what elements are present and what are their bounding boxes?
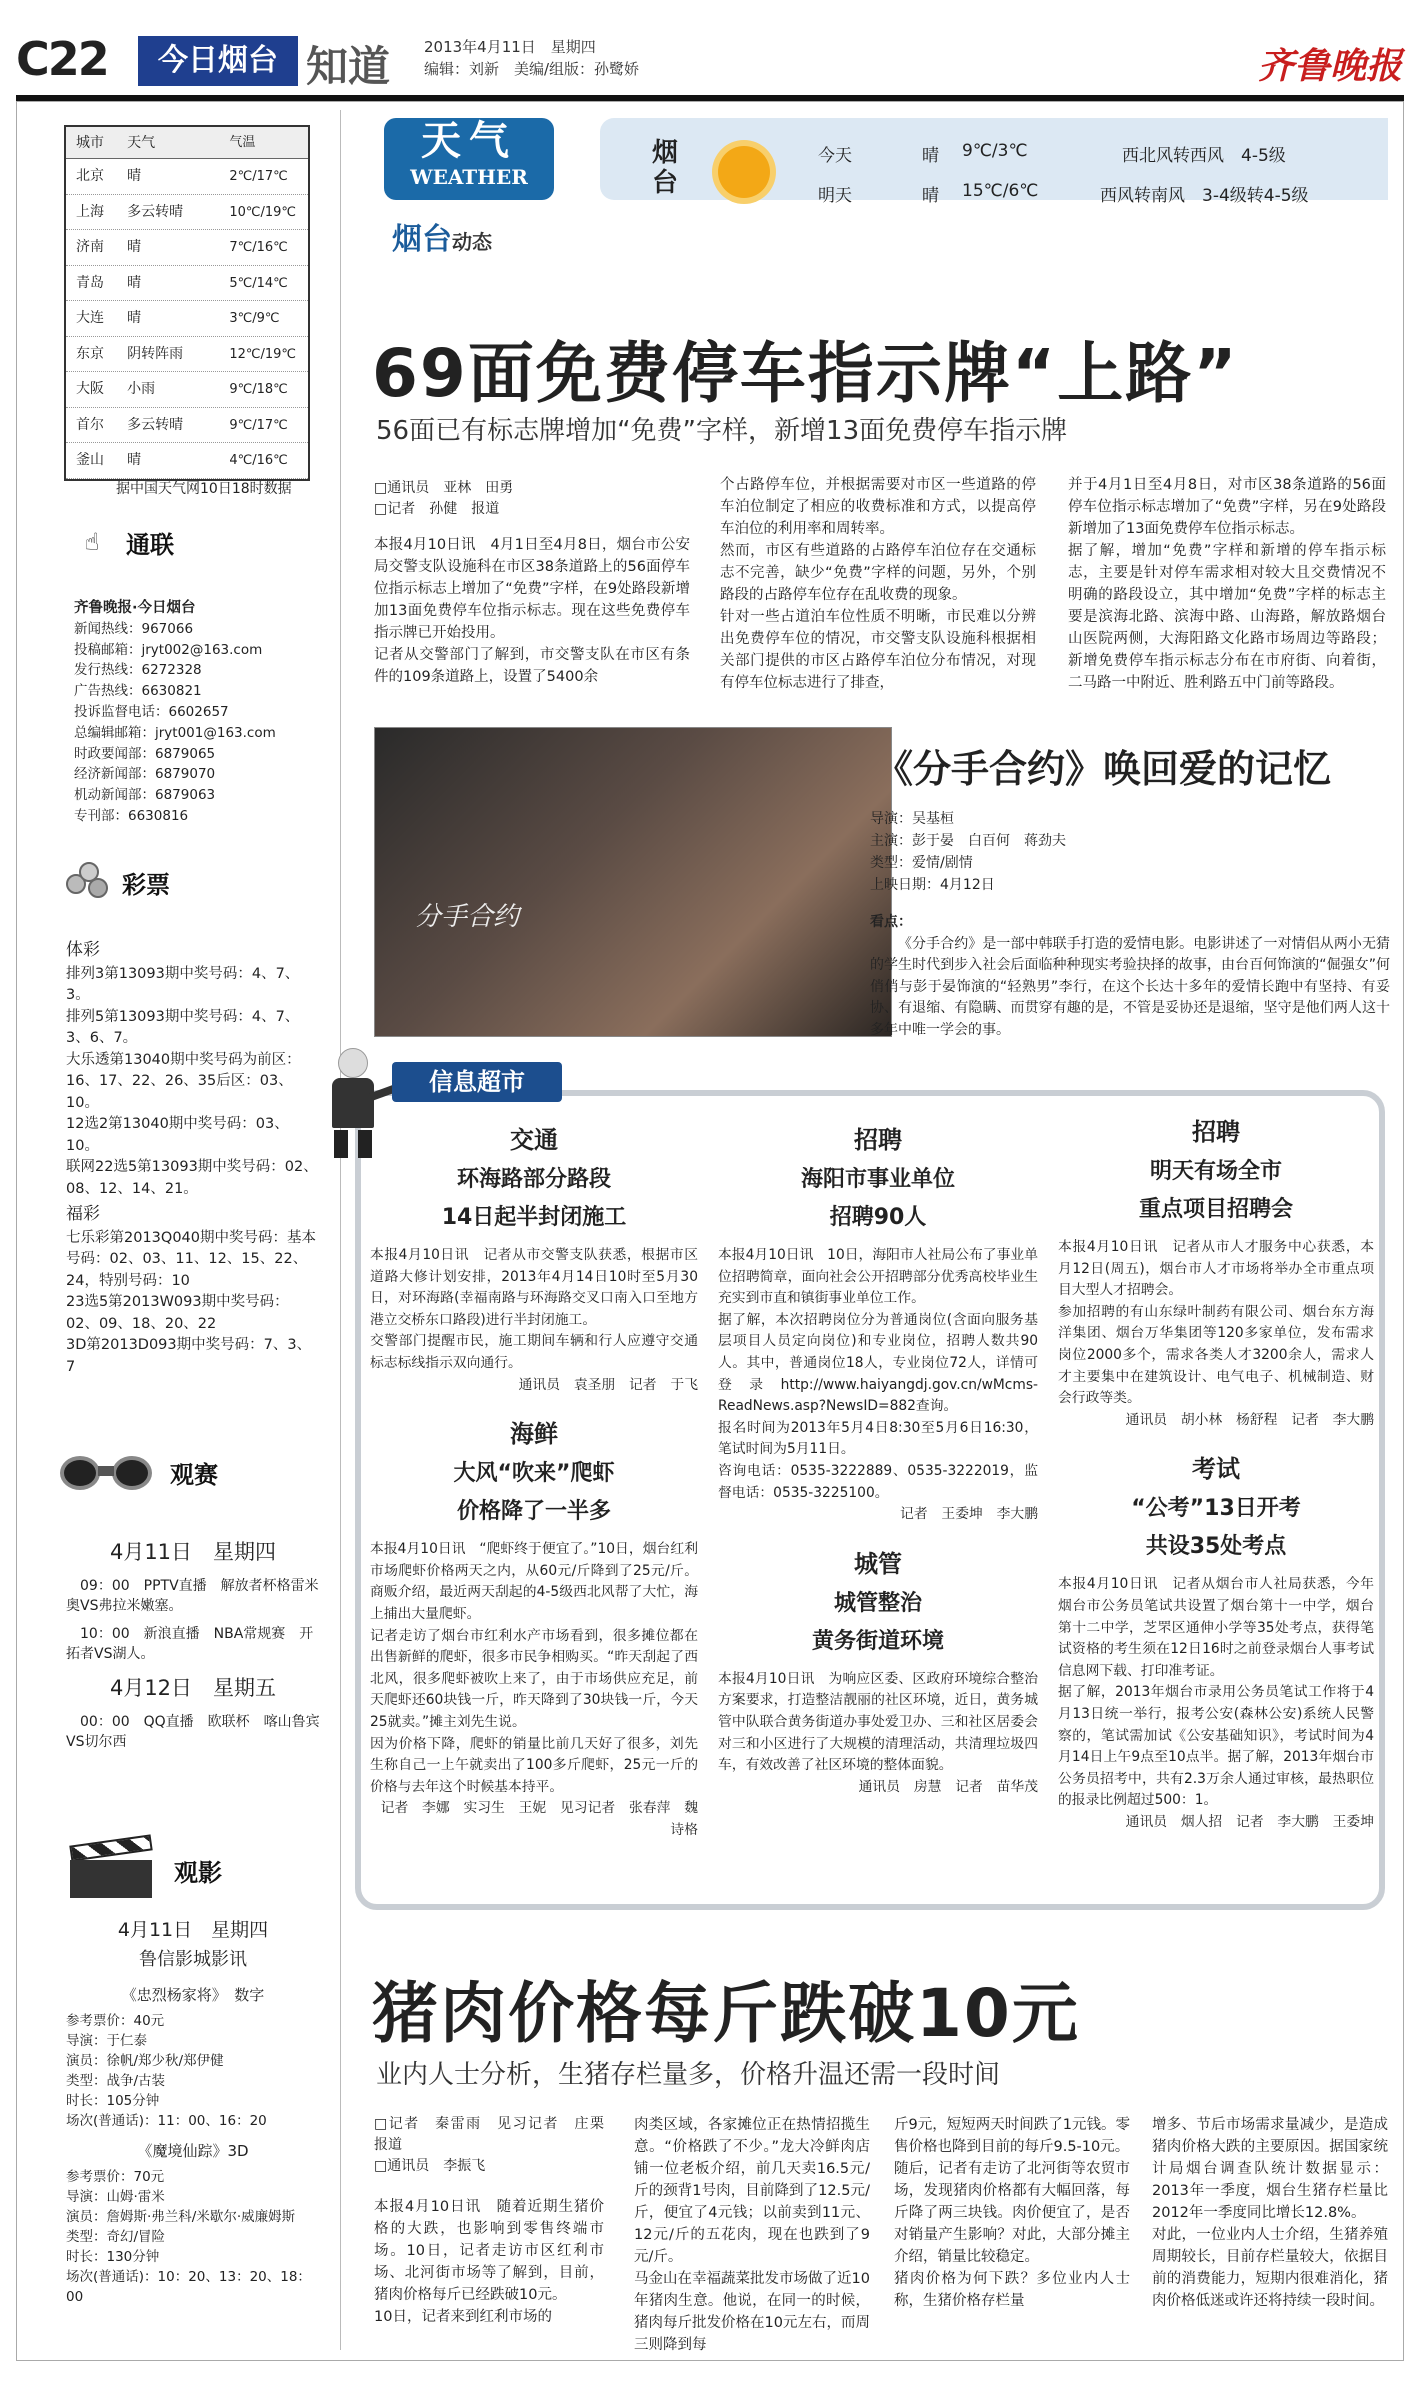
today-temp: 9℃/3℃ — [962, 141, 1028, 161]
market-category: 招聘 — [854, 1126, 902, 1154]
film-still-image — [374, 727, 892, 1037]
lottery-heading — [66, 862, 170, 902]
column-title: 知道 — [306, 42, 391, 91]
market-item-title: 城管整治 — [833, 1590, 922, 1616]
market-category: 招聘 — [1192, 1118, 1240, 1146]
contact-line: 投诉监督电话：6602657 — [74, 703, 229, 720]
lottery-group-name: 福彩 — [66, 1204, 100, 1224]
info-market-tag: 信息超市 — [392, 1062, 562, 1102]
tomorrow-temp: 15℃/6℃ — [962, 181, 1039, 201]
movie-detail: 参考票价：40元 — [66, 2013, 165, 2029]
article-parking-col2: 个占路停车位，并根据需要对市区一些道路的停车泊位制定了相应的收费标准和方式，以提高停车泊位的利用率和周转率。 然而，市区有些道路的占路停车泊位存在交通标志不完善，缺少“免费”字样的问题，另外，个别路段的占路停车位存在乱收费的现象。 针对一些占道泊车位性质不明晰，市民难以分辨出免费停车位的情况，市交警支队设施科根据相关部门提供的市区占路停车泊位分布情况，对现有停车位标志进行了排查， — [720, 477, 1036, 691]
city-cell: 大连 — [76, 310, 104, 326]
film-meta-line: 上映日期：4月12日 — [870, 877, 995, 893]
lottery-item: 23选5第2013W093期中奖号码：02、09、18、20、22 — [66, 1294, 289, 1332]
movies-title: 观影 — [174, 1858, 222, 1887]
article-pork-col1: 本报4月10日讯 随着近期生猪价格的大跌，也影响到零售终端市场。10日，记者走访市区红利市场、北河街市场等了解到，目前，猪肉价格每斤已经跌破10元。 10日，记者来到红利市场的 — [374, 2199, 604, 2325]
market-category: 城管 — [854, 1549, 902, 1578]
market-item — [1058, 1112, 1374, 1431]
weather-logo — [384, 118, 554, 200]
lottery-group-name: 体彩 — [66, 940, 100, 960]
newspaper-logo: 齐鲁晚报 — [1258, 45, 1403, 87]
market-item-byline: 通讯员 袁圣朋 记者 于飞 — [518, 1376, 698, 1393]
table-row — [66, 159, 308, 195]
movie-detail: 时长：130分钟 — [66, 2249, 160, 2265]
market-item — [370, 1414, 698, 1841]
city-cell: 首尔 — [76, 416, 104, 433]
today-condition: 晴 — [922, 146, 939, 166]
market-item-title: 招聘90人 — [829, 1205, 927, 1230]
weather-cell: 多云转晴 — [127, 416, 184, 433]
market-item-title: 大风“吹来”爬虾 — [453, 1461, 615, 1487]
city-cell: 大阪 — [76, 381, 104, 397]
lottery-item: 联网22选5第13093期中奖号码：02、08、12、14、21。 — [66, 1159, 318, 1197]
market-category: 考试 — [1192, 1455, 1240, 1484]
poster-title: 分手合约 — [415, 902, 520, 932]
table-row — [66, 408, 308, 444]
lottery-item: 12选2第13040期中奖号码：03、10。 — [66, 1116, 289, 1154]
market-item-body: 本报4月10日讯 记者从市交警支队获悉，根据市区道路大修计划安排，2013年4月14日10时至5月30日，对环海路(幸福南路与环海路交叉口南入口至地方港立交桥东口路段)进行半封闭施工。 交警部门提醒市民，施工期间车辆和行人应遵守交通标志标线指示双向通行。 — [370, 1247, 698, 1371]
city-cell: 东京 — [76, 345, 104, 362]
staff-credits: 编辑：刘新 美编/组版：孙鹭娇 — [424, 60, 640, 78]
market-item-byline: 通讯员 胡小林 杨舒程 记者 李大鹏 — [1125, 1411, 1374, 1428]
city-cell: 北京 — [76, 168, 104, 184]
market-item-body: 本报4月10日讯 为响应区委、区政府环境综合整治方案要求，打造整洁靓丽的社区环境，近日，黄务城管中队联合黄务街道办事处爱卫办、三和社区居委会对三和小区进行了大规模的清理活动，共清理垃圾四车，有效改善了社区环境的整体面貌。 — [718, 1670, 1038, 1774]
article-parking-col3: 并于4月1日至4月8日，对市区38条道路的56面停车位指示标志增加了“免费”字样，另在9处路段新增加了13面免费停车位指示标志。 据了解，增加“免费”字样和新增的停车指示标志，主要是针对停车需求相对较大且交费情况不明确的路段设立，其中增加“免费”字样的标志主要是滨海北路、滨海中路、山海路，解放路烟台山医院两侧，大海阳路文化路市场周边等路段；新增免费停车指示标志分布在市府街、向着街，二马路一中附近、胜利路五中门前等路段。 — [1068, 477, 1386, 691]
market-column-2 — [718, 1120, 1038, 1816]
weather-cell: 小雨 — [127, 381, 156, 397]
review-body: 《分手合约》是一部中韩联手打造的爱情电影。电影讲述了一对情侣从两小无猜的学生时代到步入社会后面临种种现实考验抉择的故事，由台百何饰演的“倔强女”何俏俏与彭于晏饰演的“轻熟男”李行，在这个长达十多年的爱情长跑中有坚持、有妥协、有退缩、有隐瞒、而贯穿有趣的是，不管是妥协还是退缩，坚守是他们两人这十多年中唯一学会的事。 — [870, 935, 1390, 1038]
market-item — [370, 1120, 698, 1396]
lottery-balls-icon — [66, 862, 110, 902]
market-item-body: 本报4月10日讯 记者从烟台市人社局获悉，今年烟台市公务员笔试共设置了烟台第十一中学，烟台第十二中学，芝罘区通伸小学等35处考点，获得笔试资格的考生须在12日16时之前登录烟台人事考试信息网下载、打印准考证。 据了解，2013年烟台市录用公务员笔试工作将于4月13日统一举行，报考公安(森林公安)系统人民警察的，笔试需加试《公安基础知识》，考试时间为4月14日上午9点至10点半。据了解，2013年烟台市公务员招考中，共有2.3万余人通过审核，最热职位的报录比例超过500：1。 — [1058, 1576, 1374, 1809]
review-label: 看点： — [870, 914, 912, 930]
contact-line: 发行热线：6272328 — [74, 662, 202, 679]
tv-heading — [60, 1452, 218, 1492]
article-pork-col3: 斤9元，短短两天时间跌了1元钱。零售价格也降到目前的每斤9.5-10元。 随后，记者有走访了北河街等农贸市场，发现猪肉价格都有大幅回落，每斤降了两三块钱。肉价便宜了，是否对销量产生影响？对此，大部分摊主介绍，销量比较稳定。 猪肉价格为何下跌？多位业内人士称，生猪价格存栏量 — [894, 2117, 1130, 2309]
temp-cell: 9℃/18℃ — [229, 382, 288, 397]
market-item-title: 价格降了一半多 — [456, 1499, 611, 1525]
contact-line: 经济新闻部：6879070 — [74, 766, 216, 783]
article-pork-col4: 增多、节后市场需求量减少，是造成猪肉价格大跌的主要原因。据国家统计局烟台调查队统计数据显示：2013年一季度，烟台生猪存栏量比2012年一季度同比增长12.8%。 对此，一位业内人士介绍，生猪养殖周期较长，目前存栏量较大，依据目前的消费能力，短期内很难消化，猪肉价格低迷或许还将持续一段时间。 — [1152, 2117, 1388, 2309]
binoculars-icon — [60, 1452, 156, 1492]
movie-detail: 场次(普通话)：11：00、16：20 — [66, 2113, 267, 2129]
temp-cell: 2℃/17℃ — [229, 169, 288, 184]
tv-day: 4月11日 星期四 — [109, 1540, 277, 1564]
weather-cell: 晴 — [127, 168, 142, 184]
market-item-byline: 通讯员 房慧 记者 苗华茂 — [858, 1778, 1038, 1795]
temp-cell: 4℃/16℃ — [229, 453, 288, 468]
temp-cell: 9℃/17℃ — [229, 417, 288, 433]
movie-name: 《忠烈杨家将》 数字 — [121, 1986, 265, 2004]
tv-item: 09：00 PPTV直播 解放者杯格雷米奥VS弗拉米嫩塞。 — [66, 1578, 319, 1614]
weather-logo-cn: 天气 — [421, 117, 517, 164]
market-column-1 — [370, 1120, 698, 1859]
film-meta — [870, 808, 1066, 896]
market-item-byline: 记者 王委坤 李大鹏 — [900, 1506, 1038, 1523]
lottery-item: 排列3第13093期中奖号码：4、7、3。 — [66, 965, 300, 1003]
contacts-list — [74, 598, 276, 827]
table-row — [66, 443, 308, 479]
subhead-parking: 56面已有标志牌增加“免费”字样，新增13面免费停车指示牌 — [376, 416, 1068, 446]
table-body — [66, 159, 308, 479]
market-category: 交通 — [510, 1126, 558, 1154]
weather-logo-en: WEATHER — [410, 165, 528, 189]
tv-item: 10：00 新浪直播 NBA常规赛 开拓者VS湖人。 — [66, 1626, 314, 1662]
market-item-title: 黄务街道环境 — [811, 1628, 944, 1654]
contact-line: 专刊部：6630816 — [74, 807, 189, 824]
temp-cell: 7℃/16℃ — [229, 240, 288, 255]
contact-line: 广告热线：6630821 — [74, 683, 202, 700]
sun-icon — [718, 146, 770, 198]
contacts-paper-name: 齐鲁晚报·今日烟台 — [74, 600, 196, 616]
market-item-title: 14日起半封闭施工 — [441, 1205, 627, 1230]
headline-pork: 猪肉价格每斤跌破10元 — [372, 1975, 1080, 2052]
weather-cell: 晴 — [127, 239, 142, 255]
table-header — [66, 127, 308, 159]
local-city: 烟台 — [392, 222, 452, 257]
contact-line: 投稿邮箱：jryt002@163.com — [74, 641, 263, 658]
tomorrow-wind: 西风转南风 3-4级转4-5级 — [1100, 186, 1309, 206]
today-label: 今天 — [818, 146, 852, 166]
city-weather-table — [64, 125, 310, 481]
market-item-title: 环海路部分路段 — [456, 1167, 611, 1192]
market-item-title: 共设35处考点 — [1145, 1534, 1287, 1560]
weather-cell: 多云转晴 — [127, 203, 184, 220]
col-header-weather: 天气 — [127, 135, 156, 151]
forecast-city: 烟台 — [652, 138, 679, 198]
movie-detail: 场次(普通话)：10：20、13：20、18：00 — [66, 2269, 311, 2305]
col-header-city: 城市 — [76, 135, 104, 151]
tv-title: 观赛 — [170, 1460, 218, 1489]
col-header-temp: 气温 — [229, 135, 256, 150]
table-row — [66, 266, 308, 302]
movie-detail: 演员：徐帆/郑少秋/郑伊健 — [66, 2053, 224, 2069]
market-item-body: 本报4月10日讯 “爬虾终于便宜了。”10日，烟台红利市场爬虾价格两天之内，从60元/斤降到了25元/斤。商贩介绍，最近两天刮起的4-5级西北风帮了大忙，海上捕出大量爬虾。 记者走访了烟台市红利水产市场看到，很多摊位都在出售新鲜的爬虾，很多市民争相购买。“昨天刮起了西北风，很多爬虾被吹上来了，由于市场供应充足，前天爬虾还60块钱一斤，昨天降到了30块钱一斤，今天25就卖。”摊主刘先生说。 因为价格下降，爬虾的销量比前几天好了很多，刘先生称自己一上午就卖出了100多斤爬虾，25元一斤的价格与去年这个时候基本持平。 — [370, 1541, 698, 1795]
market-item-title: 明天有场全市 — [1149, 1159, 1282, 1184]
tv-schedule — [66, 1528, 320, 1760]
header-info — [424, 36, 639, 80]
lottery-title: 彩票 — [122, 870, 170, 899]
weather-cell: 晴 — [127, 310, 142, 326]
film-review — [870, 912, 1390, 1041]
contacts-title: 通联 — [126, 530, 174, 559]
temp-cell: 5℃/14℃ — [229, 275, 288, 291]
byline-parking: □通讯员 亚林 田勇 □记者 孙健 报道 — [374, 480, 514, 517]
local-label: 动态 — [452, 230, 492, 254]
tomorrow-condition: 晴 — [922, 186, 939, 206]
tv-day: 4月12日 星期五 — [109, 1676, 277, 1700]
film-title: 《分手合约》唤回爱的记忆 — [875, 747, 1332, 791]
contact-line: 机动新闻部：6879063 — [74, 787, 216, 804]
movie-detail: 类型：战争/古装 — [66, 2073, 166, 2089]
contact-line: 总编辑邮箱：jryt001@163.com — [74, 724, 276, 741]
temp-cell: 10℃/19℃ — [229, 204, 297, 220]
page-number: C22 — [16, 32, 108, 86]
market-item-byline: 通讯员 烟人招 记者 李大鹏 王委坤 — [1125, 1813, 1374, 1830]
lottery-results — [66, 936, 320, 1378]
contacts-heading — [70, 520, 174, 564]
table-row — [66, 230, 308, 266]
movie-detail: 类型：奇幻/冒险 — [66, 2229, 166, 2245]
market-item — [718, 1544, 1038, 1799]
city-cell: 济南 — [76, 239, 104, 255]
subhead-pork: 业内人士分析，生猪存栏量多，价格升温还需一段时间 — [376, 2060, 1001, 2090]
film-meta-line: 主演：彭于晏 白百何 蒋劲夫 — [870, 833, 1066, 849]
city-cell: 上海 — [76, 203, 104, 220]
market-column-3 — [1058, 1112, 1374, 1851]
lottery-item: 大乐透第13040期中奖号码为前区：16、17、22、26、35后区：03、10。 — [66, 1051, 301, 1111]
article-parking-col1: 本报4月10日讯 4月1日至4月8日，烟台市公安局交警支队设施科在市区38条道路上的56面停车位指示标志上增加了“免费”字样，在9处路段新增加13面免费停车位指示标志。现在这些免费停车指示牌已开始投用。 记者从交警部门了解到，市交警支队在市区有条件的109条道路上，设置了5400余 — [374, 537, 690, 685]
weather-cell: 晴 — [127, 274, 142, 291]
table-row — [66, 372, 308, 408]
market-item-title: 重点项目招聘会 — [1138, 1197, 1293, 1222]
movie-name: 《魔境仙踪》3D — [137, 2142, 249, 2160]
market-item-title: 海阳市事业单位 — [800, 1167, 955, 1192]
movie-detail: 参考票价：70元 — [66, 2169, 165, 2185]
market-item — [1058, 1449, 1374, 1833]
lottery-item: 七乐彩第2013Q040期中奖号码：基本号码：02、03、11、12、15、22、24，特别号码：10 — [66, 1229, 316, 1289]
market-item-byline: 记者 李娜 实习生 王妮 见习记者 张春萍 魏诗格 — [380, 1800, 698, 1838]
table-row — [66, 301, 308, 337]
movies-heading — [66, 1840, 222, 1900]
film-meta-line: 类型：爱情/剧情 — [870, 855, 973, 871]
temp-cell: 3℃/9℃ — [229, 311, 280, 326]
lottery-item: 排列5第13093期中奖号码：4、7、3、6、7。 — [66, 1008, 300, 1046]
contact-line: 新闻热线：967066 — [74, 620, 194, 637]
movie-detail: 演员：詹姆斯·弗兰科/米歇尔·威廉姆斯 — [66, 2209, 296, 2225]
weather-cell: 晴 — [127, 452, 142, 468]
temp-cell: 12℃/19℃ — [229, 346, 297, 362]
market-item-body: 本报4月10日讯 10日，海阳市人社局公布了事业单位招聘简章，面向社会公开招聘部分优秀高校毕业生充实到市直和镇街事业单位工作。 据了解，本次招聘岗位分为普通岗位(含面向服务基层项目人员定向岗位)和专业岗位，招聘人数共90人。其中，普通岗位18人，专业岗位72人，详情可登录http://www.haiyangdj.gov.cn/wMcms-ReadNews.asp?NewsID=882查询。 报名时间为2013年5月4日8:30至5月6日16:30，笔试时间为5月11日。 咨询电话：0535-3222889、0535-3222019，监督电话：0535-3225100。 — [718, 1247, 1038, 1501]
clapperboard-icon — [66, 1840, 156, 1900]
tv-item: 00：00 QQ直播 欧联杯 喀山鲁宾VS切尔西 — [66, 1714, 320, 1750]
city-cell: 釜山 — [76, 452, 104, 468]
movie-listings — [66, 1915, 320, 2307]
market-item-title: “公考”13日开考 — [1131, 1496, 1301, 1522]
movie-list — [66, 1979, 320, 2307]
today-wind: 西北风转西风 4-5级 — [1122, 146, 1286, 166]
contact-line: 时政要闻部：6879065 — [74, 745, 216, 762]
cinema-name: 鲁信影城影讯 — [139, 1949, 247, 1970]
headline-parking: 69面免费停车指示牌“上路” — [372, 335, 1239, 412]
city-cell: 青岛 — [76, 274, 104, 291]
tomorrow-label: 明天 — [818, 186, 852, 206]
lottery-item: 3D第2013D093期中奖号码：7、3、7 — [66, 1337, 312, 1375]
table-row — [66, 337, 308, 373]
table-row — [66, 195, 308, 231]
pointing-hand-icon: ☝ — [70, 520, 114, 564]
weather-source: 据中国天气网10日18时数据 — [116, 481, 292, 497]
movie-day: 4月11日 星期四 — [117, 1919, 269, 1941]
byline-pork: □记者 秦雷雨 见习记者 庄栗 报道 □通讯员 李振飞 — [374, 2116, 604, 2174]
weather-cell: 阴转阵雨 — [127, 345, 184, 362]
movie-detail: 导演：于仁泰 — [66, 2033, 147, 2049]
section-banner: 今日烟台 — [138, 36, 298, 86]
movie-detail: 导演：山姆·雷米 — [66, 2189, 165, 2205]
column-divider — [340, 110, 341, 2350]
issue-date: 2013年4月11日 星期四 — [424, 38, 596, 56]
movie-detail: 时长：105分钟 — [66, 2093, 160, 2109]
film-meta-line: 导演：吴基桓 — [870, 811, 954, 827]
local-news-label — [392, 214, 492, 258]
article-pork-col2: 肉类区域，各家摊位正在热情招揽生意。“价格跌了不少。”龙大冷鲜肉店铺一位老板介绍，前几天卖16.5元/斤的颈背1号肉，目前降到了12.5元/斤，便宜了4元钱；以前卖到11元、12元/斤的五花肉，现在也跌到了9元/斤。 马金山在幸福蔬菜批发市场做了近10年猪肉生意。他说，在同一的时候，猪肉每斤批发价格在10元左右，而周三则降到每 — [634, 2117, 870, 2353]
market-item-body: 本报4月10日讯 记者从市人才服务中心获悉，本月12日(周五)，烟台市人才市场将举办全市重点项目大型人才招聘会。 参加招聘的有山东绿叶制药有限公司、烟台东方海洋集团、烟台万华集团等120多家单位，发布需求岗位2000多个，需求各类人才3200余人，需求人才主要集中在建筑设计、电气电子、机械制造、财会行政等类。 — [1058, 1239, 1374, 1407]
market-category: 海鲜 — [510, 1420, 558, 1449]
market-item — [718, 1120, 1038, 1526]
